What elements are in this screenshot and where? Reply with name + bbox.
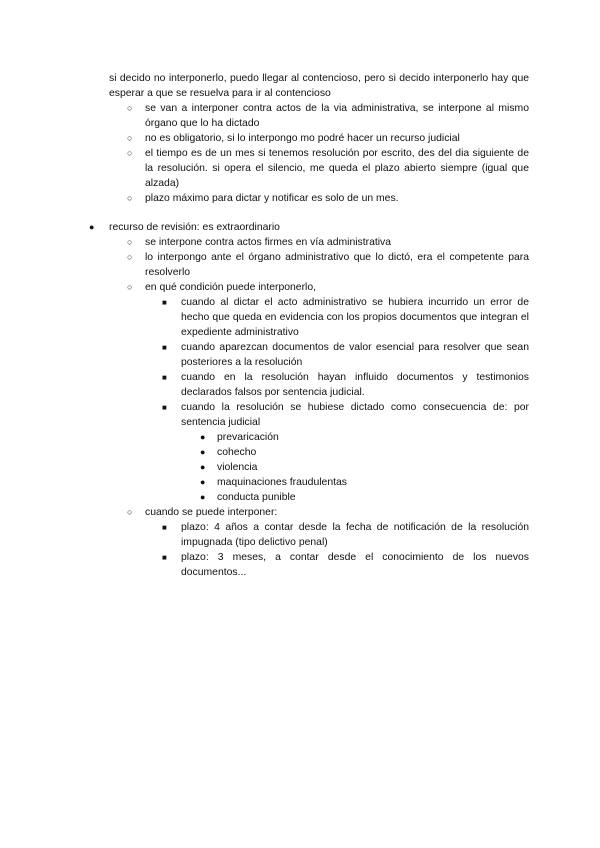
list-item: ○ en qué condición puede interponerlo, ■ cuando al dictar el acto administrativo se hubiera incurrido un error de hecho que queda en evidencia con los propios documentos que integran el expediente administrativo ■ cuando aparezcan documentos de valor esencial para resolver que sean posteriores a la resolución ■ cuando en la resolución hayan influido documentos y testimonios declarados falsos por sentencia judicial. ■ cuando la resolución se hubiese dictado como consecuencia de: por sentencia judicial ● prevaricación ● cohecho ● violencia ● maquinaciones fraudulentas ● conducta punible bbox=[127, 282, 529, 503]
condicion-list bbox=[162, 295, 529, 505]
section-heading-item bbox=[89, 220, 529, 580]
square-bullet-icon: ■ bbox=[162, 553, 167, 562]
filled-circle-bullet-icon: ● bbox=[89, 222, 95, 232]
filled-circle-bullet-icon: ● bbox=[200, 432, 206, 442]
list-item: ■ cuando aparezcan documentos de valor esencial para resolver que sean posteriores a la resolución bbox=[162, 342, 529, 368]
hollow-circle-bullet-icon: ○ bbox=[127, 282, 133, 292]
list-item: ○ no es obligatorio, si lo interpongo mo podré hacer un recurso judicial bbox=[127, 133, 460, 144]
filled-circle-bullet-icon: ● bbox=[200, 477, 206, 487]
list-item: ○ se van a interponer contra actos de la via administrativa, se interpone al mismo órgano que lo ha dictado bbox=[127, 103, 529, 129]
intro-paragraph: si decido no interponerlo, puedo llegar al contencioso, pero si decido interponerlo hay que esperar a que se resuelva para ir al contencioso bbox=[109, 73, 529, 99]
list-item: ● prevaricación bbox=[200, 432, 279, 443]
list-item: ■ cuando la resolución se hubiese dictado como consecuencia de: por sentencia judicial ● prevaricación ● cohecho ● violencia ● maquinaciones fraudulentas ● conducta punible bbox=[162, 402, 529, 503]
list-item: ● violencia bbox=[200, 462, 258, 473]
square-bullet-icon: ■ bbox=[162, 343, 167, 352]
hollow-circle-bullet-icon: ○ bbox=[127, 237, 133, 247]
list-item: ■ plazo: 4 años a contar desde la fecha de notificación de la resolución impugnada (tipo delictivo penal) bbox=[162, 522, 529, 548]
cuando-list bbox=[162, 520, 529, 580]
list-item: ● cohecho bbox=[200, 447, 257, 458]
square-bullet-icon: ■ bbox=[162, 523, 167, 532]
list-item: ○ se interpone contra actos firmes en vía administrativa bbox=[127, 237, 392, 248]
list-item: ■ plazo: 3 meses, a contar desde el conocimiento de los nuevos documentos... bbox=[162, 552, 529, 578]
list-item: ■ cuando al dictar el acto administrativo se hubiera incurrido un error de hecho que queda en evidencia con los propios documentos que integran el expediente administrativo bbox=[162, 297, 529, 338]
square-bullet-icon: ■ bbox=[162, 373, 167, 382]
revision-list bbox=[127, 235, 529, 580]
intro-list bbox=[127, 101, 529, 206]
list-item: ■ cuando en la resolución hayan influido documentos y testimonios declarados falsos por sentencia judicial. bbox=[162, 372, 529, 398]
filled-circle-bullet-icon: ● bbox=[200, 492, 206, 502]
list-item: ● maquinaciones fraudulentas bbox=[200, 477, 347, 488]
hollow-circle-bullet-icon: ○ bbox=[127, 252, 133, 262]
hollow-circle-bullet-icon: ○ bbox=[127, 148, 133, 158]
list-item: ○ lo interpongo ante el órgano administrativo que lo dictó, era el competente para resolverlo bbox=[127, 252, 529, 278]
section-heading: recurso de revisión: es extraordinario bbox=[109, 222, 280, 233]
list-item: ○ el tiempo es de un mes si tenemos resolución por escrito, des del dia siguiente de la resolución. si opera el silencio, me queda el plazo abierto siempre (igual que alzada) bbox=[127, 148, 529, 189]
sentencia-list bbox=[200, 430, 529, 505]
square-bullet-icon: ■ bbox=[162, 403, 167, 412]
hollow-circle-bullet-icon: ○ bbox=[127, 507, 133, 517]
hollow-circle-bullet-icon: ○ bbox=[127, 133, 133, 143]
filled-circle-bullet-icon: ● bbox=[200, 447, 206, 457]
hollow-circle-bullet-icon: ○ bbox=[127, 103, 133, 113]
filled-circle-bullet-icon: ● bbox=[200, 462, 206, 472]
revision-section bbox=[89, 220, 529, 580]
hollow-circle-bullet-icon: ○ bbox=[127, 193, 133, 203]
square-bullet-icon: ■ bbox=[162, 298, 167, 307]
list-item: ● conducta punible bbox=[200, 492, 296, 503]
list-item: ○ plazo máximo para dictar y notificar es solo de un mes. bbox=[127, 193, 399, 204]
list-item: ○ cuando se puede interponer: ■ plazo: 4 años a contar desde la fecha de notificación de la resolución impugnada (tipo delictivo penal) ■ plazo: 3 meses, a contar desde el conocimiento de los nuevos documentos... bbox=[127, 507, 529, 578]
